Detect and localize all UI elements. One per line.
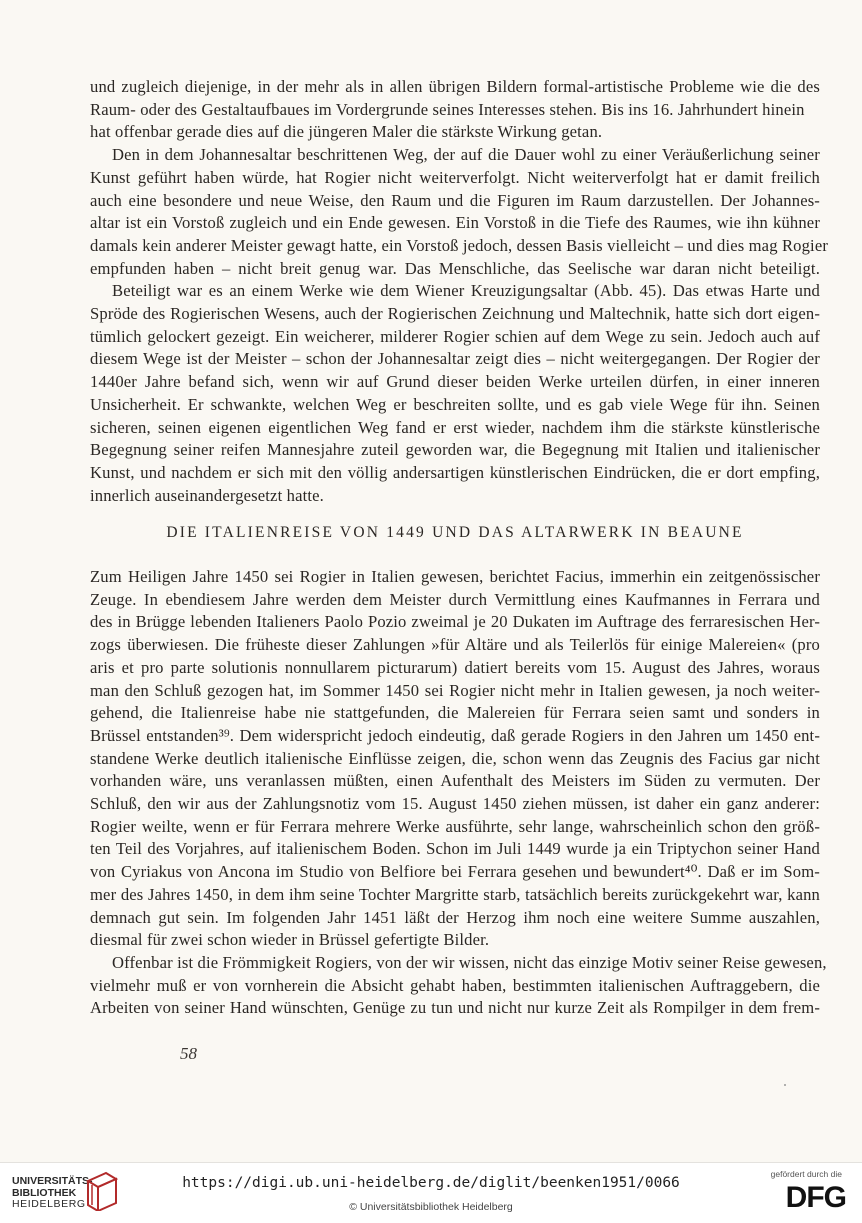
text-line: man den Schluß gezogen hat, im Sommer 1450 sei Rogier nicht mehr in Italien gewesen, ja noch weiter- — [90, 680, 820, 700]
text-line: sicheren, seinen eigenen eigentlichen Weg fand er erst wieder, nachdem ihm die stärkste künstlerische — [90, 417, 820, 437]
text-line: Arbeiten von seiner Hand wünschten, Genüge zu tun und nicht nur kurze Zeit als Rompilger in dem frem- — [90, 998, 820, 1018]
text-line: altar ist ein Vorstoß zugleich und ein Ende gewesen. Ein Vorstoß in die Tiefe des Raumes, wie ihn kühner — [90, 213, 820, 233]
copyright-text: © Universitätsbibliothek Heidelberg — [349, 1201, 513, 1213]
text-line: vorhanden wäre, uns veranlassen müßten, einen Aufenthalt des Meisters im Süden zu vermuten. Der — [90, 771, 820, 791]
text-line: Den in dem Johannesaltar beschrittenen Weg, der auf die Dauer wohl zu einer Veräußerlichung seiner — [112, 145, 820, 165]
funder-label: gefördert durch die — [770, 1169, 842, 1179]
text-line: Schluß, den wir aus der Zahlungsnotiz vom 15. August 1450 ziehen müssen, ist daher ein ganz anderer: — [90, 794, 820, 814]
body-text-block-2 — [90, 566, 827, 1020]
text-line: demnach gut sein. Im folgenden Jahr 1451 läßt der Herzog ihm noch eine weitere Summe auszahlen, — [90, 907, 820, 927]
section-heading: DIE ITALIENREISE VON 1449 UND DAS ALTARWERK IN BEAUNE — [166, 524, 744, 541]
text-line: tümlich gelockert gezeigt. Ein weicherer, milderer Rogier schien auf dem Wege zu sein. Jedoch auch auf — [90, 326, 820, 346]
text-line: Kunst geführt haben würde, hat Rogier nicht weiterverfolgt. Nicht weiterverfolgt hat er damit freilich — [90, 167, 820, 187]
text-line: hat offenbar gerade dies auf die jüngeren Maler die stärkste Wirkung getan. — [90, 122, 603, 142]
text-line: damals kein anderer Meister gewagt hatte, ein Vorstoß jedoch, dessen Basis vielleicht – und dies mag Rogier — [90, 235, 829, 255]
text-line: Spröde des Rogierischen Wesens, auch der Rogierischen Zeichnung und Maltechnik, hatte sich dort eigen- — [90, 304, 820, 324]
text-line: zogs überwiesen. Die früheste dieser Zahlungen »für Altäre und als Teilerlös für einige Malereien« (pro — [90, 635, 820, 655]
body-text-block-1 — [90, 76, 829, 507]
text-line: 1440er Jahre befand sich, wenn wir auf Grund dieser beiden Werke urteilen dürfen, in einer inneren — [90, 372, 820, 392]
text-line: empfunden haben – nicht breit genug war. Das Menschliche, das Seelische war daran nicht beteiligt. — [90, 258, 820, 278]
text-line: diesmal für zwei schon wieder in Brüssel gefertigte Bilder. — [90, 930, 490, 950]
text-line: ten Teil des Vorjahres, auf italienischem Boden. Schon im Juli 1449 wurde ja ein Triptychon seiner Hand — [90, 839, 820, 859]
text-line: Raum- oder des Gestaltaufbaues im Vordergrunde seines Interesses stehen. Bis ins 16. Jahrhundert hinein — [90, 99, 805, 119]
text-line: Unsicherheit. Er schwankte, welchen Weg er beschreiten sollte, und es gab viele Wege für ihn. Seinen — [90, 394, 820, 414]
text-line: diesem Wege ist der Meister – schon der Johannesaltar zeigt dies – nicht weitergegangen. Der Rogier der — [90, 349, 820, 369]
text-line: Rogier weilte, wenn er für Ferrara mehrere Werke ausführte, sehr lange, wahrscheinlich schon den größ- — [90, 816, 820, 836]
source-url-link[interactable]: https://digi.ub.uni-heidelberg.de/diglit/beenken1951/0066 — [182, 1175, 680, 1191]
text-line: Begegnung seiner reifen Mannesjahre zuteil geworden war, die Begegnung mit Italien und italienischer — [90, 440, 820, 460]
text-line: des in Brügge lebenden Italieners Paolo Pozio zweimal je 20 Dukaten im Auftrage des ferraresischen Her- — [90, 612, 820, 632]
text-line: standene Werke deutlich italienische Einflüsse zeigen, die, schon wenn das Zeugnis des Facius gar nicht — [90, 748, 820, 768]
text-line: gehend, die Italienreise habe nie stattgefunden, die Malereien für Ferrara seien samt und sonders in — [90, 703, 820, 723]
text-line: aris et pro parte solutionis nonnullarem picturarum) datiert bereits vom 15. August des Jahres, woraus — [90, 657, 820, 677]
text-line: Zum Heiligen Jahre 1450 sei Rogier in Italien gewesen, berichtet Facius, immerhin ein zeitgenössischer — [90, 567, 820, 586]
text-line: und zugleich diejenige, in der mehr als in allen übrigen Bildern formal-artistische Probleme wie die des — [90, 77, 820, 96]
speck-mark — [784, 1084, 786, 1086]
text-line: von Cyriakus von Ancona im Studio von Belfiore bei Ferrara gesehen und bewundert⁴⁰. Daß er im Som- — [90, 862, 820, 882]
text-line: innerlich auseinandergesetzt hatte. — [90, 485, 324, 505]
text-line: Offenbar ist die Frömmigkeit Rogiers, von der wir wissen, nicht das einzige Motiv seiner Reise gewesen, — [112, 952, 827, 972]
page-number: 58 — [180, 1044, 197, 1063]
footer-bar — [0, 1162, 862, 1223]
text-line: Beteiligt war es an einem Werke wie dem Wiener Kreuzigungsaltar (Abb. 45). Das etwas Harte und — [112, 281, 820, 301]
library-line-1: UNIVERSITÄTS- — [12, 1175, 93, 1187]
dfg-logo: DFG — [785, 1181, 846, 1214]
library-line-2: BIBLIOTHEK — [12, 1186, 77, 1199]
text-line: Brüssel entstanden³⁹. Dem widerspricht jedoch eindeutig, daß gerade Rogiers in den Jahren um 1450 ent- — [90, 725, 820, 745]
text-line: vielmehr muß er von vornherein die Absicht gehabt haben, bestimmten italienischen Auftraggebern, die — [90, 975, 820, 995]
text-line: Kunst, und nachdem er sich mit den völlig andersartigen künstlerischen Eindrücken, die er dort empfing, — [90, 462, 820, 482]
text-line: Zeuge. In ebendiesem Jahre werden dem Meister durch Vermittlung eines Kaufmannes in Ferrara und — [90, 589, 820, 609]
text-line: mer des Jahres 1450, in dem ihm seine Tochter Margritte starb, tatsächlich bereits zurückgekehrt war, kann — [90, 884, 820, 904]
text-line: auch eine besondere und neue Weise, den Raum und die Figuren im Raum darzustellen. Der Johannes- — [90, 190, 820, 210]
library-line-3: HEIDELBERG — [12, 1198, 86, 1210]
